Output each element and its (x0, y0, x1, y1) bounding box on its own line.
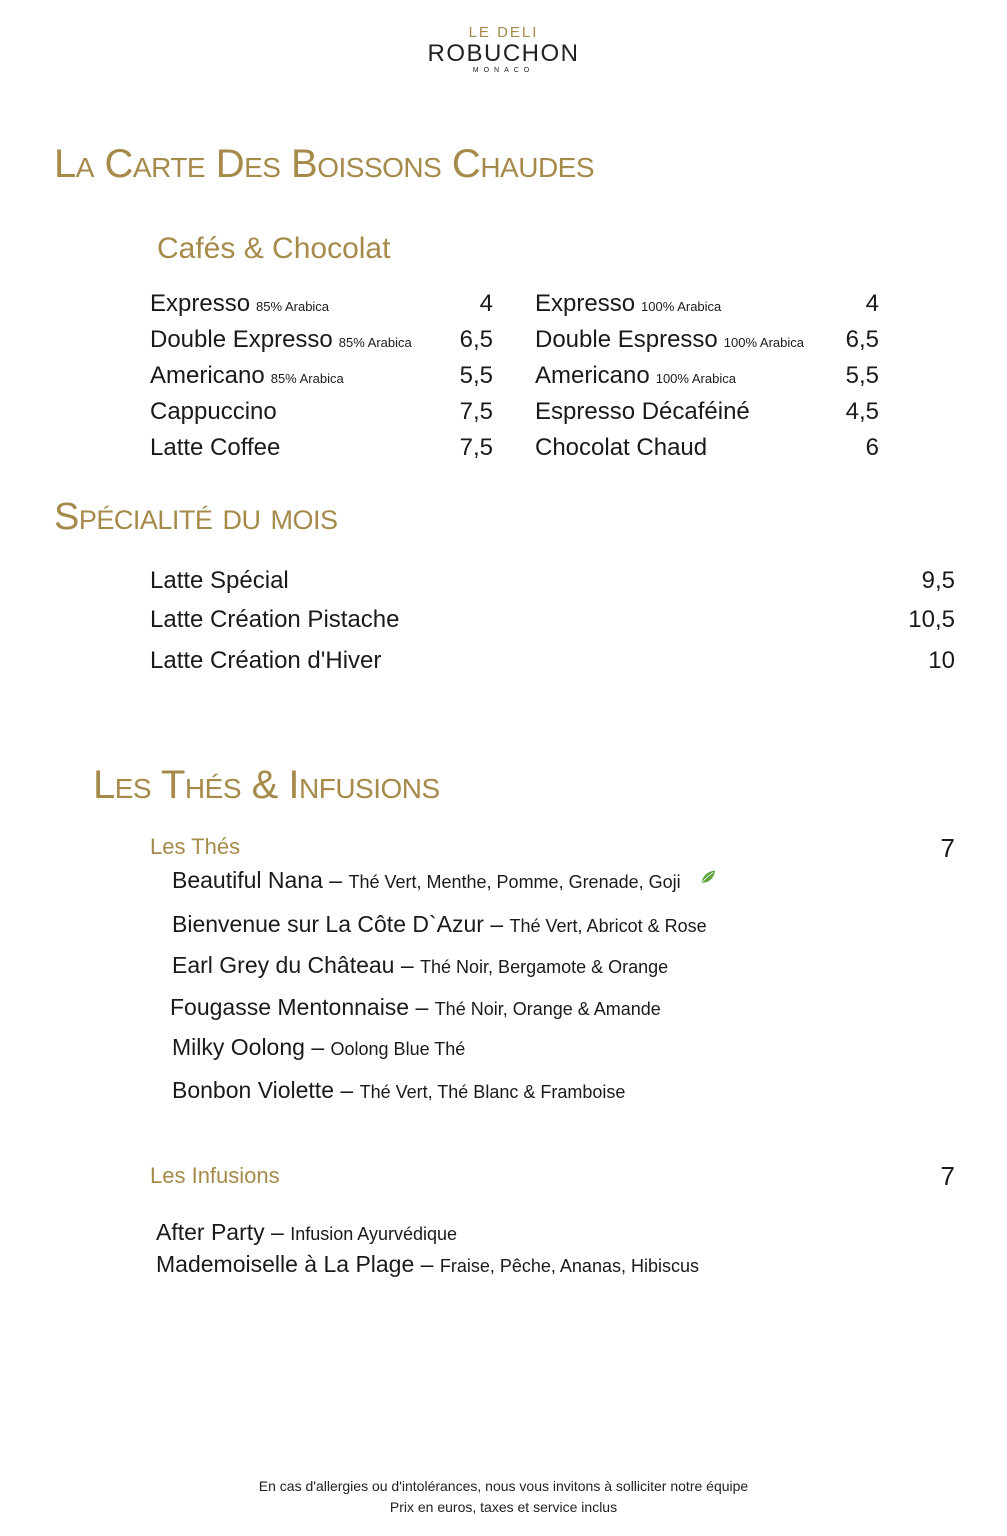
item-note: 100% Arabica (641, 299, 722, 314)
infusion-item: After Party – Infusion Ayurvédique (156, 1219, 458, 1245)
tea-name: Bienvenue sur La Côte D`Azur (172, 911, 484, 937)
item-name: Americano (535, 362, 650, 389)
leaf-icon (695, 870, 721, 884)
item-note: 100% Arabica (723, 335, 804, 350)
item-price: 4 (479, 290, 493, 317)
tea-name: Beautiful Nana (172, 867, 323, 893)
item-name: Latte Création d'Hiver (150, 647, 382, 674)
cafes-heading: Cafés & Chocolat (157, 232, 391, 265)
footer-price-text: Prix en euros, taxes et service inclus (389, 1499, 618, 1515)
page-title: La Carte Des Boissons Chaudes (54, 142, 595, 186)
thes-price: 7 (940, 833, 955, 863)
tea-name: Milky Oolong (172, 1034, 305, 1060)
infusions-label: Les Infusions (150, 1163, 280, 1188)
item-price: 4 (865, 290, 879, 317)
thes-label: Les Thés (150, 834, 241, 859)
menu-item (150, 360, 493, 392)
infusion-name: Mademoiselle à La Plage (156, 1251, 415, 1277)
tea-desc: Thé Vert, Menthe, Pomme, Grenade, Goji (348, 872, 681, 892)
footer-allergy-text: En cas d'allergies ou d'intolérances, nous vous invitons à solliciter notre équipe (258, 1478, 749, 1494)
item-note: 85% Arabica (270, 371, 344, 386)
item-name: Latte Coffee (150, 434, 281, 461)
specialite-heading: Spécialité du mois (54, 496, 338, 538)
item-name: Espresso Décaféiné (535, 398, 750, 425)
item-price: 4,5 (845, 398, 879, 425)
item-name: Latte Spécial (150, 567, 289, 594)
menu-item (150, 564, 955, 598)
brand-logo (0, 24, 1007, 76)
tea-desc: Thé Vert, Abricot & Rose (509, 916, 707, 936)
tea-desc: Thé Noir, Orange & Amande (434, 999, 661, 1019)
tea-name: Bonbon Violette (172, 1077, 334, 1103)
item-price: 5,5 (459, 362, 493, 389)
menu-item (150, 644, 955, 678)
menu-item (535, 432, 879, 464)
item-name: Chocolat Chaud (535, 434, 708, 461)
item-note: 85% Arabica (256, 299, 330, 314)
infusion-name: After Party (156, 1219, 265, 1245)
menu-item (535, 288, 879, 320)
menu-item (150, 603, 955, 637)
item-price: 6,5 (459, 326, 493, 353)
infusions-price: 7 (940, 1161, 955, 1191)
logo-top-text: LE DELI (468, 24, 539, 41)
infusion-item: Mademoiselle à La Plage – Fraise, Pêche, Ananas, Hibiscus (156, 1251, 699, 1277)
item-name: Expresso (150, 290, 251, 317)
item-note: 100% Arabica (655, 371, 736, 386)
tea-name: Fougasse Mentonnaise (170, 994, 410, 1020)
footer-note (0, 1476, 1007, 1518)
tea-desc: Oolong Blue Thé (330, 1039, 466, 1059)
item-price: 5,5 (845, 362, 879, 389)
menu-item (535, 324, 879, 356)
infusion-desc: Fraise, Pêche, Ananas, Hibiscus (439, 1256, 699, 1276)
tea-item: Earl Grey du Château – Thé Noir, Bergamote & Orange (172, 952, 669, 978)
item-price: 10,5 (908, 606, 955, 633)
item-name: Cappuccino (150, 398, 277, 425)
menu-item (535, 396, 879, 428)
item-name: Latte Création Pistache (150, 606, 400, 633)
item-price: 7,5 (459, 434, 493, 461)
menu-item (150, 396, 493, 428)
item-name: Double Espresso (535, 326, 718, 353)
tea-desc: Thé Vert, Thé Blanc & Framboise (359, 1082, 626, 1102)
item-price: 9,5 (921, 567, 955, 594)
logo-main-text: ROBUCHON (427, 40, 580, 67)
tea-item: Milky Oolong – Oolong Blue Thé (172, 1034, 466, 1060)
menu-item (150, 432, 493, 464)
tea-item: Fougasse Mentonnaise – Thé Noir, Orange & Amande (170, 994, 661, 1020)
item-name: Double Expresso (150, 326, 333, 353)
tea-item: Bienvenue sur La Côte D`Azur – Thé Vert, Abricot & Rose (172, 911, 707, 937)
menu-item (535, 360, 879, 392)
item-price: 7,5 (459, 398, 493, 425)
item-note: 85% Arabica (338, 335, 412, 350)
item-price: 10 (928, 647, 955, 674)
tea-desc: Thé Noir, Bergamote & Orange (420, 957, 669, 977)
item-price: 6 (865, 434, 879, 461)
tea-item: Bonbon Violette – Thé Vert, Thé Blanc & Framboise (172, 1077, 626, 1103)
tea-item: Beautiful Nana – Thé Vert, Menthe, Pomme, Grenade, Goji (172, 865, 721, 897)
menu-item (150, 324, 493, 356)
tea-name: Earl Grey du Château (172, 952, 395, 978)
infusion-desc: Infusion Ayurvédique (290, 1224, 458, 1244)
logo-sub-text: MONACO (472, 67, 535, 74)
thes-infusions-heading: Les Thés & Infusions (93, 763, 440, 807)
item-name: Expresso (535, 290, 636, 317)
item-price: 6,5 (845, 326, 879, 353)
menu-item (150, 288, 493, 320)
item-name: Americano (150, 362, 265, 389)
